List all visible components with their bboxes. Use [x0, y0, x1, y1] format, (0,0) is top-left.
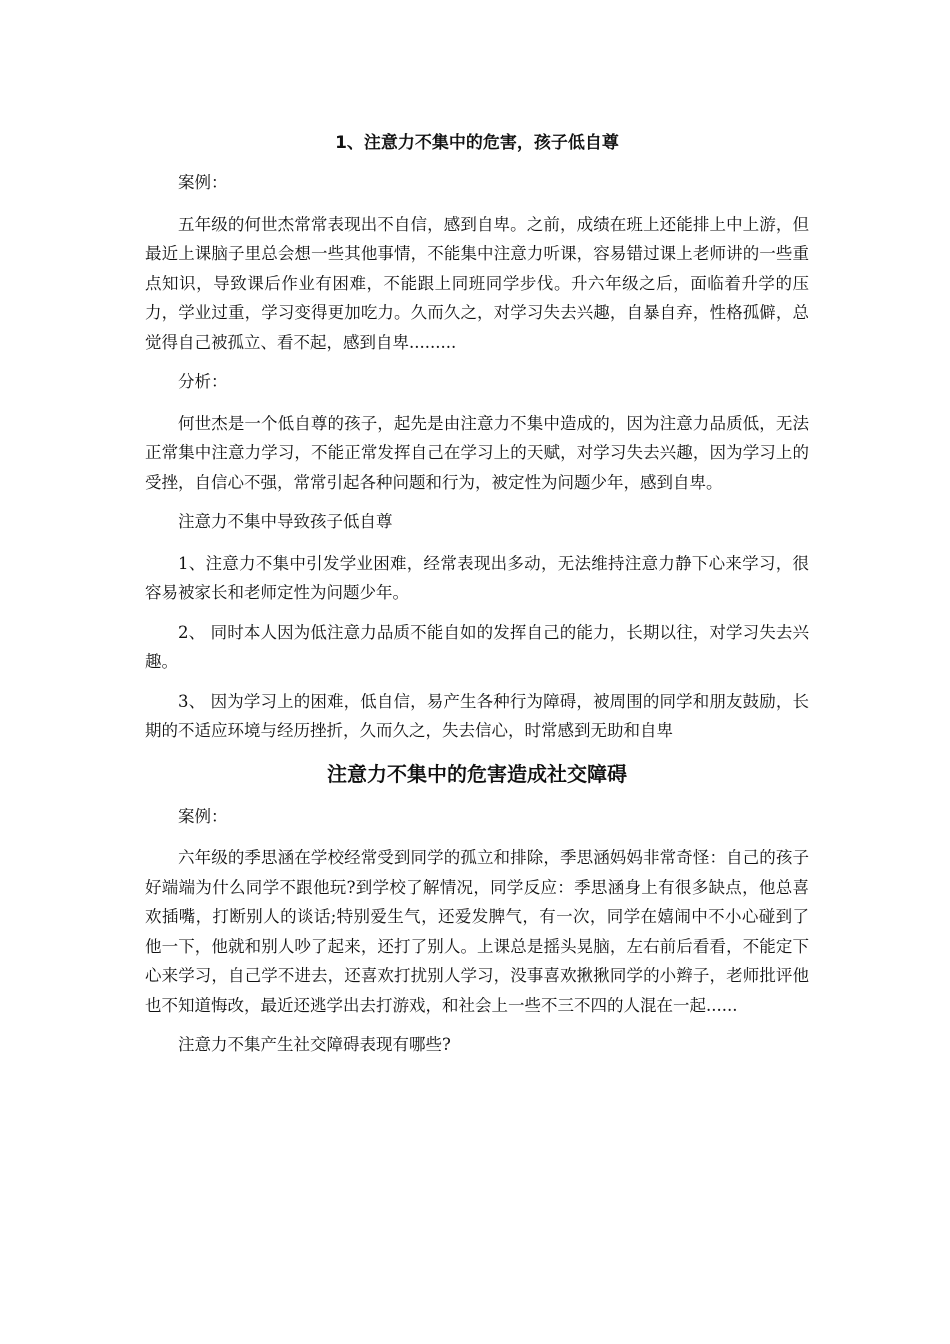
case-paragraph-2: 六年级的季思涵在学校经常受到同学的孤立和排除，季思涵妈妈非常奇怪：自己的孩子好端端为什么同学不跟他玩?到学校了解情况，同学反应：季思涵身上有很多缺点，他总喜欢插嘴，打断别人的谈话;特别爱生气，还爱发脾气，有一次，同学在嬉闹中不小心碰到了他一下，他就和别人吵了起来，还打了别人。上课总是摇头晃脑，左右前后看看，不能定下心来学习，自己学不进去，还喜欢打扰别人学习，没事喜欢揪揪同学的小辫子，老师批评他也不知道悔改，最近还逃学出去打游戏，和社会上一些不三不四的人混在一起...... — [145, 848, 809, 1015]
point-3: 3、 因为学习上的困难，低自信，易产生各种行为障碍，被周围的同学和朋友鼓励，长期的不适应环境与经历挫折，久而久之，失去信心，时常感到无助和自卑 — [145, 691, 809, 740]
subheading: 注意力不集中导致孩子低自尊 — [178, 512, 393, 531]
analysis-paragraph: 何世杰是一个低自尊的孩子，起先是由注意力不集中造成的，因为注意力品质低，无法正常集中注意力学习，不能正常发挥自己在学习上的天赋，对学习失去兴趣，因为学习上的受挫，自信心不强，常常引起各种问题和行为，被定性为问题少年，感到自卑。 — [145, 413, 809, 492]
document-body — [145, 128, 809, 1070]
case-label-2: 案例： — [178, 806, 228, 826]
point-2: 2、 同时本人因为低注意力品质不能自如的发挥自己的能力，长期以往，对学习失去兴趣。 — [145, 622, 809, 671]
question-line: 注意力不集产生社交障碍表现有哪些? — [178, 1035, 451, 1054]
analysis-label: 分析： — [178, 372, 228, 391]
point-1: 1、注意力不集中引发学业困难，经常表现出多动，无法维持注意力静下心来学习，很容易被家长和老师定性为问题少年。 — [145, 553, 809, 602]
case-label: 案例： — [178, 173, 228, 192]
section-1-title: 1、注意力不集中的危害，孩子低自尊 — [335, 133, 619, 153]
case-paragraph: 五年级的何世杰常常表现出不自信，感到自卑。之前，成绩在班上还能排上中上游，但最近上课脑子里总会想一些其他事情，不能集中注意力听课，容易错过课上老师讲的一些重点知识，导致课后作业有困难，不能跟上同班同学步伐。升六年级之后，面临着升学的压力，学业过重，学习变得更加吃力。久而久之，对学习失去兴趣，自暴自弃，性格孤僻，总觉得自己被孤立、看不起，感到自卑......... — [145, 214, 809, 352]
section-2-title: 注意力不集中的危害造成社交障碍 — [327, 761, 627, 786]
